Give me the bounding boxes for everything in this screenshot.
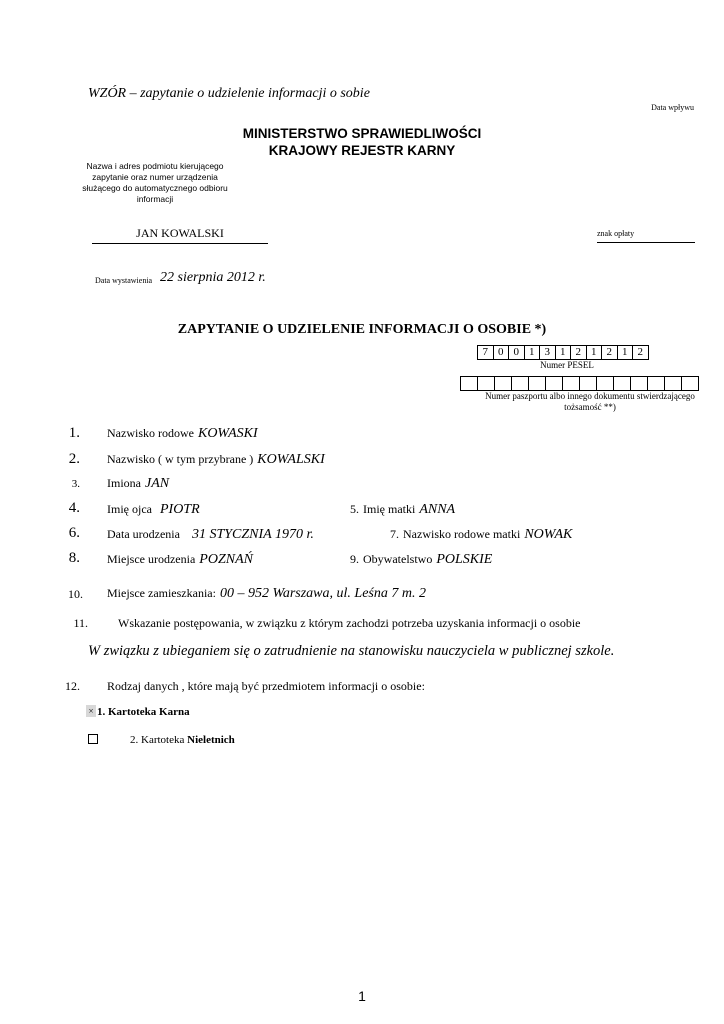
page-number: 1	[358, 988, 366, 1004]
field-father-name	[107, 500, 200, 518]
field-first-names	[107, 474, 169, 492]
field-value: PIOTR	[159, 502, 200, 517]
option-juvenile-record	[130, 734, 235, 746]
field-number: 8.	[68, 550, 80, 566]
field-citizenship	[350, 550, 492, 568]
option-criminal-record: 1. Kartoteka Karna	[97, 706, 190, 718]
field-value: KOWASKI	[197, 426, 258, 441]
field-proceedings-value: W związku z ubieganiem się o zatrudnienie na stanowisku nauczyciela w publicznej szkole.	[88, 643, 615, 659]
field-number: 10.	[68, 587, 83, 601]
option-label-bold: Nieletnich	[187, 734, 235, 746]
field-label: Imię matki	[363, 502, 416, 516]
pesel-digit: 1	[524, 345, 541, 360]
field-number: 2.	[68, 451, 80, 467]
passport-cell	[664, 376, 682, 391]
field-number: 12.	[65, 679, 80, 693]
field-label: Nazwisko rodowe matki	[403, 527, 521, 541]
issue-date-value: 22 sierpnia 2012 r.	[160, 270, 266, 285]
field-label: Nazwisko rodowe	[107, 426, 194, 440]
pesel-digit: 0	[508, 345, 525, 360]
passport-cell	[460, 376, 478, 391]
field-number: 11.	[73, 616, 88, 630]
field-value: POZNAŃ	[199, 552, 253, 567]
pesel-digit: 2	[601, 345, 618, 360]
passport-cell	[545, 376, 563, 391]
passport-cell	[511, 376, 529, 391]
sender-name: JAN KOWALSKI	[92, 226, 268, 244]
field-number: 4.	[68, 500, 80, 516]
pesel-boxes	[478, 345, 649, 360]
field-number: 6.	[68, 525, 80, 541]
sender-address-label: Nazwa i adres podmiotu kierującego zapytanie oraz numer urządzenia służącego do automatycznego odbioru informacji	[82, 161, 228, 204]
field-birth-date	[107, 525, 314, 543]
option-label: 2. Kartoteka	[130, 734, 185, 746]
field-mother-name	[350, 500, 455, 518]
passport-cell	[630, 376, 648, 391]
field-value: 00 – 952 Warszawa, ul. Leśna 7 m. 2	[219, 586, 426, 601]
checkbox-empty-icon[interactable]	[88, 734, 98, 744]
passport-cell	[613, 376, 631, 391]
field-value: NOWAK	[524, 527, 573, 542]
field-value: ANNA	[419, 502, 456, 517]
field-value: KOWALSKI	[257, 452, 325, 467]
template-title: WZÓR – zapytanie o udzielenie informacji o sobie	[88, 86, 370, 101]
pesel-digit: 1	[617, 345, 634, 360]
passport-boxes	[461, 376, 699, 391]
pesel-digit: 2	[632, 345, 649, 360]
passport-cell	[647, 376, 665, 391]
pesel-digit: 7	[477, 345, 494, 360]
pesel-digit: 1	[586, 345, 603, 360]
field-label: Imię ojca	[107, 502, 152, 516]
field-label: Miejsce urodzenia	[107, 552, 196, 566]
field-label: Miejsce zamieszkania:	[107, 586, 216, 600]
field-address	[107, 584, 426, 602]
passport-cell	[562, 376, 580, 391]
field-label: Data urodzenia	[107, 527, 180, 541]
field-number: 3.	[71, 478, 80, 490]
registry-name: KRAJOWY REJESTR KARNY	[268, 143, 456, 158]
field-value: POLSKIE	[436, 552, 493, 567]
field-mother-birth-surname	[390, 525, 572, 543]
checkbox-checked-icon[interactable]: ×	[86, 705, 96, 717]
field-number: 5.	[350, 502, 359, 516]
passport-label: Numer paszportu albo innego dokumentu stwierdzającego tożsamość **)	[485, 391, 695, 412]
fee-stamp-label: znak opłaty	[597, 229, 695, 243]
field-proceedings-label: Wskazanie postępowania, w związku z którym zachodzi potrzeba uzyskania informacji o osobie	[118, 616, 581, 630]
field-birth-surname	[107, 424, 258, 442]
ministry-name: MINISTERSTWO SPRAWIEDLIWOŚCI	[242, 126, 482, 141]
form-title: ZAPYTANIE O UDZIELENIE INFORMACJI O OSOBIE *)	[177, 322, 547, 337]
passport-cell	[477, 376, 495, 391]
pesel-digit: 2	[570, 345, 587, 360]
field-label: Imiona	[107, 476, 141, 490]
passport-cell	[596, 376, 614, 391]
issue-date-label: Data wystawienia	[95, 276, 153, 285]
passport-cell	[528, 376, 546, 391]
pesel-digit: 3	[539, 345, 556, 360]
receipt-date-label: Data wpływu	[651, 103, 694, 112]
field-birth-place	[107, 550, 253, 568]
field-number: 1.	[68, 425, 80, 441]
pesel-digit: 0	[493, 345, 510, 360]
field-number: 9.	[350, 552, 359, 566]
passport-cell	[579, 376, 597, 391]
field-number: 7.	[390, 527, 399, 541]
field-data-type-label: Rodzaj danych , które mają być przedmiotem informacji o osobie:	[107, 679, 425, 693]
field-value: JAN	[145, 476, 170, 491]
pesel-label: Numer PESEL	[540, 360, 594, 370]
pesel-digit: 1	[555, 345, 572, 360]
field-label: Obywatelstwo	[363, 552, 433, 566]
passport-cell	[494, 376, 512, 391]
field-label: Nazwisko ( w tym przybrane )	[107, 452, 254, 466]
field-surname	[107, 450, 325, 468]
passport-cell	[681, 376, 699, 391]
field-value: 31 STYCZNIA 1970 r.	[191, 527, 314, 542]
